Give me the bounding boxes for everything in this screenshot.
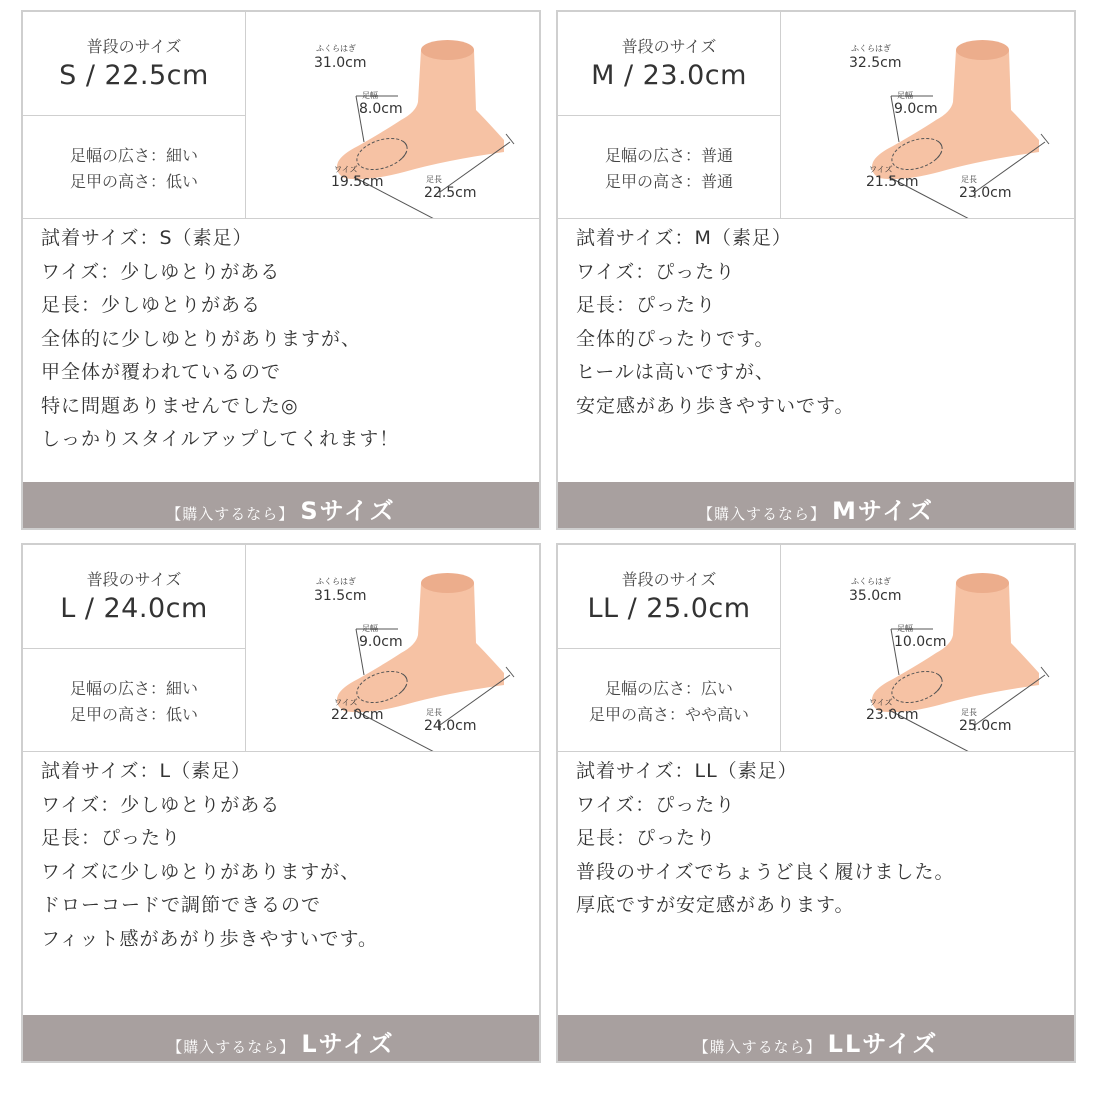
foot-diagram bbox=[246, 545, 539, 751]
ankle-width-label: 足幅 bbox=[897, 91, 913, 100]
calf-label: ふくらはぎ bbox=[851, 44, 891, 53]
usual-size-label: 普段のサイズ bbox=[86, 37, 182, 56]
calf-label: ふくらはぎ bbox=[316, 577, 356, 586]
recommend-prefix: 【購入するなら】 bbox=[167, 1038, 296, 1056]
foot-diagram bbox=[781, 12, 1074, 218]
recommend-prefix: 【購入するなら】 bbox=[698, 505, 827, 523]
comment-line: 厚底ですが安定感があります。 bbox=[576, 894, 855, 916]
recommendation-bar bbox=[23, 1015, 539, 1061]
comment-line: 安定感があり歩きやすいです。 bbox=[576, 394, 855, 417]
comment-line: 足長：ぴったり bbox=[576, 827, 717, 849]
ankle-width-label: 足幅 bbox=[362, 91, 378, 100]
comment-line: 特に問題ありませんでした◎ bbox=[41, 394, 299, 417]
foot-diagram bbox=[781, 545, 1074, 751]
comment-line: ワイズに少しゆとりがありますが、 bbox=[41, 860, 361, 883]
comment-line: ワイズ：ぴったり bbox=[576, 793, 736, 816]
wise-value: 22.0cm bbox=[331, 707, 384, 723]
comment-line: 普段のサイズでちょうど良く履けました。 bbox=[576, 860, 955, 883]
recommend-size: LLサイズ bbox=[827, 1030, 939, 1058]
comment-line: 足長：ぴったり bbox=[41, 827, 182, 849]
size-card-2 bbox=[21, 543, 541, 1063]
size-card-3 bbox=[556, 543, 1076, 1063]
comment-line: ワイズ：少しゆとりがある bbox=[41, 260, 281, 283]
card-header bbox=[23, 545, 539, 752]
wise-value: 23.0cm bbox=[866, 707, 919, 723]
comment-line: 試着サイズ：M（素足） bbox=[576, 227, 792, 249]
calf-value: 35.0cm bbox=[849, 588, 902, 604]
fitting-comment bbox=[576, 222, 1066, 423]
foot-length-value: 25.0cm bbox=[959, 718, 1012, 734]
foot-length-label: 足長 bbox=[961, 175, 977, 184]
comment-line: 足長：ぴったり bbox=[576, 294, 717, 316]
foot-length-value: 24.0cm bbox=[424, 718, 477, 734]
foot-length-value: 22.5cm bbox=[424, 185, 477, 201]
calf-value: 31.5cm bbox=[314, 588, 367, 604]
foot-width-text: 足幅の広さ：細い bbox=[69, 146, 198, 165]
usual-size-box bbox=[23, 12, 246, 116]
foot-length-label: 足長 bbox=[426, 708, 442, 717]
comment-line: ヒールは高いですが、 bbox=[576, 361, 775, 383]
usual-size-value: L / 24.0cm bbox=[60, 593, 208, 624]
foot-length-label: 足長 bbox=[426, 175, 442, 184]
usual-size-label: 普段のサイズ bbox=[621, 570, 717, 589]
ankle-width-label: 足幅 bbox=[897, 624, 913, 633]
comment-line: 試着サイズ：L（素足） bbox=[41, 760, 252, 782]
card-header bbox=[558, 545, 1074, 752]
usual-size-value: LL / 25.0cm bbox=[587, 593, 751, 624]
recommend-size: Sサイズ bbox=[300, 497, 396, 525]
recommend-prefix: 【購入するなら】 bbox=[166, 505, 295, 523]
ankle-width-value: 9.0cm bbox=[894, 101, 938, 117]
instep-height-text: 足甲の高さ：やや高い bbox=[588, 705, 749, 724]
comment-line: 甲全体が覆われているので bbox=[41, 361, 282, 383]
ankle-width-label: 足幅 bbox=[362, 624, 378, 633]
comment-line: 足長：少しゆとりがある bbox=[41, 294, 262, 316]
calf-label: ふくらはぎ bbox=[316, 44, 356, 53]
wise-label: ワイズ bbox=[869, 698, 893, 707]
ankle-width-value: 10.0cm bbox=[894, 634, 947, 650]
usual-size-box bbox=[558, 545, 781, 649]
instep-height-text: 足甲の高さ：普通 bbox=[604, 172, 733, 191]
usual-size-box bbox=[23, 545, 246, 649]
foot-shape-box bbox=[558, 649, 781, 751]
foot-length-label: 足長 bbox=[961, 708, 977, 717]
comment-line: しっかりスタイルアップしてくれます！ bbox=[41, 428, 400, 450]
size-card-1 bbox=[556, 10, 1076, 530]
comment-line: 全体的ぴったりです。 bbox=[576, 327, 775, 350]
usual-size-value: M / 23.0cm bbox=[591, 60, 747, 91]
card-header bbox=[23, 12, 539, 219]
recommendation-bar bbox=[23, 482, 539, 528]
foot-shape-box bbox=[23, 649, 246, 751]
foot-shape-box bbox=[558, 116, 781, 218]
comment-line: ワイズ：少しゆとりがある bbox=[41, 793, 281, 816]
calf-value: 31.0cm bbox=[314, 55, 367, 71]
comment-line: ワイズ：ぴったり bbox=[576, 260, 736, 283]
wise-value: 21.5cm bbox=[866, 174, 919, 190]
calf-value: 32.5cm bbox=[849, 55, 902, 71]
recommend-size: Lサイズ bbox=[301, 1030, 395, 1058]
usual-size-label: 普段のサイズ bbox=[86, 570, 182, 589]
instep-height-text: 足甲の高さ：低い bbox=[69, 705, 198, 724]
calf-label: ふくらはぎ bbox=[851, 577, 891, 586]
fitting-comment bbox=[576, 755, 1066, 923]
ankle-width-value: 9.0cm bbox=[359, 634, 403, 650]
comment-line: 全体的に少しゆとりがありますが、 bbox=[41, 327, 362, 350]
comment-line: フィット感があがり歩きやすいです。 bbox=[41, 927, 378, 950]
comment-line: ドローコードで調節できるので bbox=[41, 894, 322, 916]
fitting-comment bbox=[41, 222, 531, 457]
wise-value: 19.5cm bbox=[331, 174, 384, 190]
wise-label: ワイズ bbox=[334, 698, 358, 707]
foot-width-text: 足幅の広さ：細い bbox=[69, 679, 198, 698]
recommend-prefix: 【購入するなら】 bbox=[693, 1038, 822, 1056]
foot-width-text: 足幅の広さ：普通 bbox=[604, 146, 733, 165]
ankle-width-value: 8.0cm bbox=[359, 101, 403, 117]
card-header bbox=[558, 12, 1074, 219]
foot-length-value: 23.0cm bbox=[959, 185, 1012, 201]
instep-height-text: 足甲の高さ：低い bbox=[69, 172, 198, 191]
foot-width-text: 足幅の広さ：広い bbox=[604, 679, 733, 698]
foot-diagram bbox=[246, 12, 539, 218]
comment-line: 試着サイズ：S（素足） bbox=[41, 227, 253, 249]
wise-label: ワイズ bbox=[869, 165, 893, 174]
usual-size-label: 普段のサイズ bbox=[621, 37, 717, 56]
usual-size-box bbox=[558, 12, 781, 116]
fitting-comment bbox=[41, 755, 531, 956]
recommendation-bar bbox=[558, 1015, 1074, 1061]
recommend-size: Mサイズ bbox=[832, 497, 934, 525]
recommendation-bar bbox=[558, 482, 1074, 528]
usual-size-value: S / 22.5cm bbox=[59, 60, 209, 91]
comment-line: 試着サイズ：LL（素足） bbox=[576, 760, 798, 782]
foot-shape-box bbox=[23, 116, 246, 218]
size-card-0 bbox=[21, 10, 541, 530]
wise-label: ワイズ bbox=[334, 165, 358, 174]
